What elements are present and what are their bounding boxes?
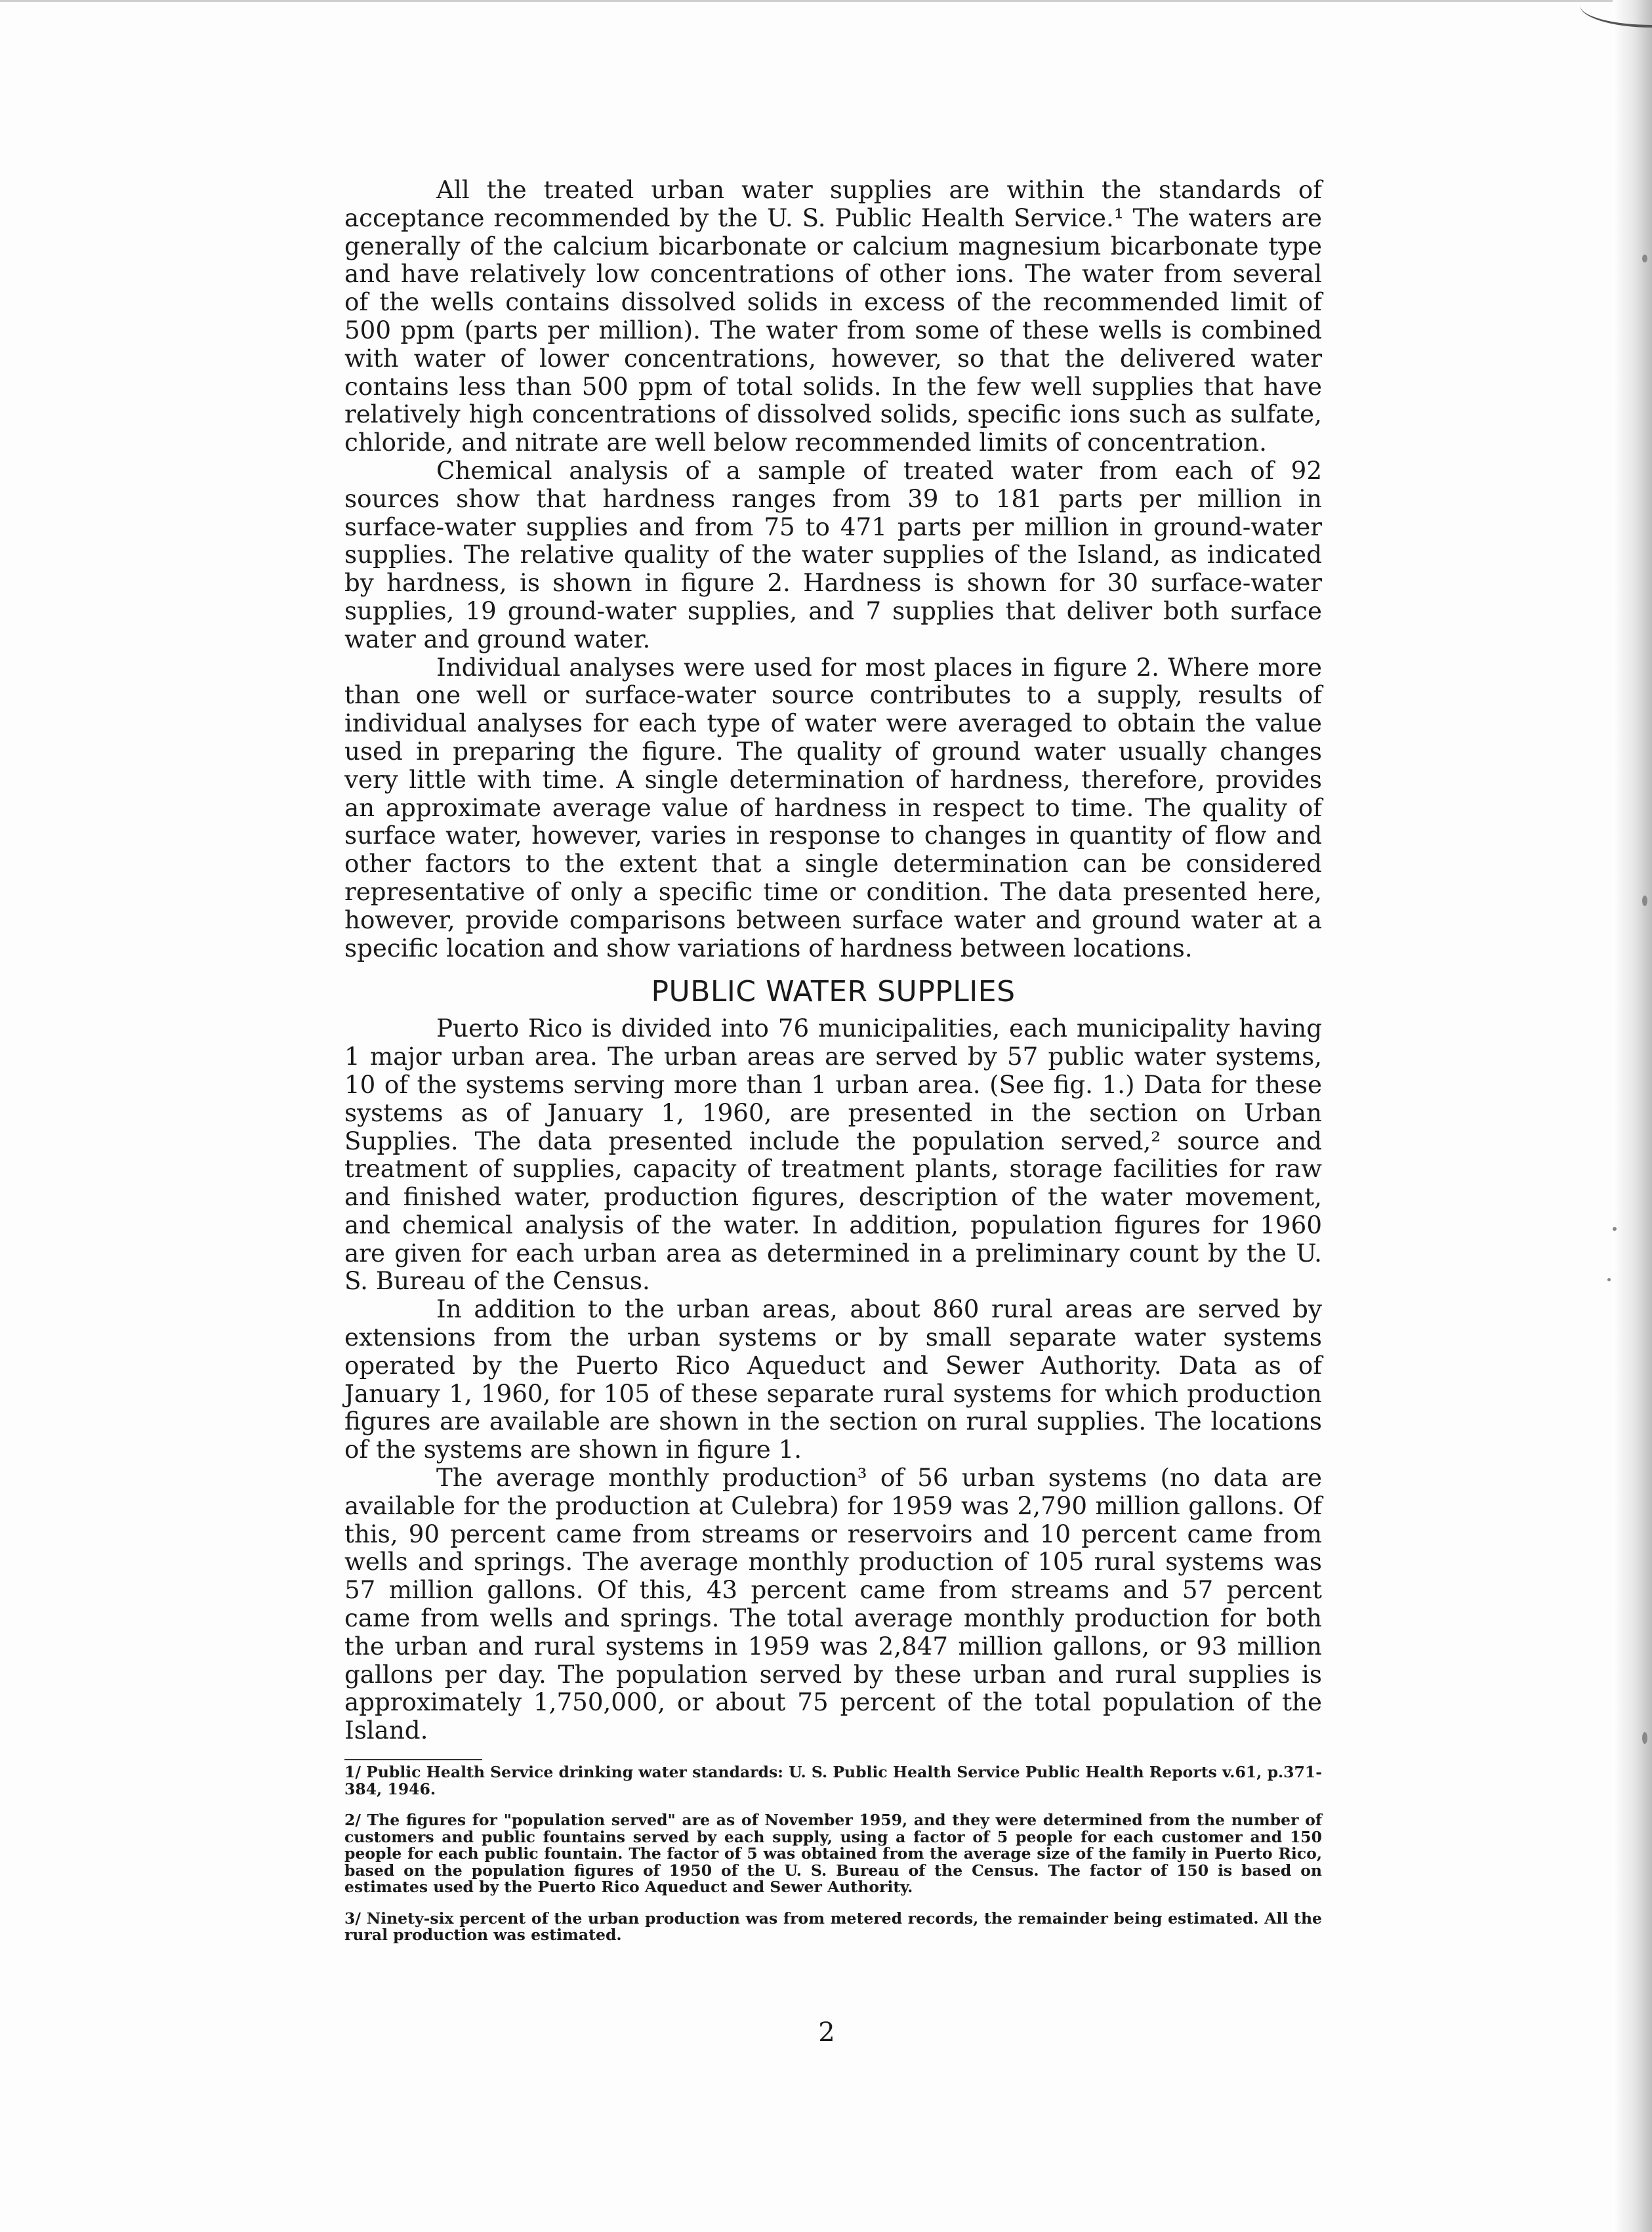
scan-speck: [1642, 896, 1647, 906]
scan-speck: [1642, 255, 1647, 262]
footnote: 2/ The figures for "population served" are as of November 1959, and they were determined from the number of customers and public fountains served by each supply, using a factor of 5 people for each customer and 150 people for each public fountain. The factor of 5 was obtained from the average size of the family in Puerto Rico, based on the population figures of 1950 of the U. S. Bureau of the Census. The factor of 150 is based on estimates used by the Puerto Rico Aqueduct and Sewer Authority.: [344, 1811, 1322, 1897]
scan-speck: [1613, 1227, 1617, 1231]
page-number: 2: [818, 2017, 835, 2048]
paragraph: Individual analyses were used for most places in figure 2. Where more than one well or surface-water source contributes to a supply, results of individual analyses for each type of water were averaged to obtain the value used in preparing the figure. The quality of ground water usually changes very little with time. A single determination of hardness, therefore, provides an approximate average value of hardness in respect to time. The quality of surface water, however, varies in response to changes in quantity of flow and other factors to the extent that a single determination can be considered representative of only a specific time or condition. The data presented here, however, provide comparisons between surface water and ground water at a specific location and show variations of hardness between locations.: [344, 652, 1322, 962]
footnote-divider: [344, 1759, 482, 1760]
paragraph: Puerto Rico is divided into 76 municipalities, each municipality having 1 major urban area. The urban areas are served by 57 public water systems, 10 of the systems serving more than 1 urban area. (See fig. 1.) Data for these systems as of January 1, 1960, are presented in the section on Urban Supplies. The data presented include the population served,² source and treatment of supplies, capacity of treatment plants, storage facilities for raw and finished water, production figures, description of the water movement, and chemical analysis of the water. In addition, population figures for 1960 are given for each urban area as determined in a preliminary count by the U. S. Bureau of the Census.: [344, 1014, 1322, 1296]
section-heading: PUBLIC WATER SUPPLIES: [651, 975, 1016, 1009]
scan-speck: [1642, 1732, 1647, 1744]
scan-top-edge: [0, 0, 1652, 2]
paragraph: In addition to the urban areas, about 860 rural areas are served by extensions from the urban systems or by small separate water systems operated by the Puerto Rico Aqueduct and Sewer Authority. Data as of January 1, 1960, for 105 of these separate rural systems for which production figures are available are shown in the section on rural supplies. The locations of the systems are shown in figure 1.: [344, 1294, 1322, 1464]
footnote: 3/ Ninety-six percent of the urban production was from metered records, the remainder being estimated. All the rural production was estimated.: [344, 1909, 1322, 1945]
paragraph: Chemical analysis of a sample of treated water from each of 92 sources show that hardness ranges from 39 to 181 parts per million in surface-water supplies and from 75 to 471 parts per million in ground-water supplies. The relative quality of the water supplies of the Island, as indicated by hardness, is shown in figure 2. Hardness is shown for 30 surface-water supplies, 19 ground-water supplies, and 7 supplies that deliver both surface water and ground water.: [344, 455, 1322, 653]
footnote: 1/ Public Health Service drinking water standards: U. S. Public Health Service Public Health Reports v.61, p.371-384, 1946.: [344, 1763, 1322, 1798]
footnotes: [344, 1759, 1322, 1944]
paragraph: The average monthly production³ of 56 urban systems (no data are available for the production at Culebra) for 1959 was 2,790 million gallons. Of this, 90 percent came from streams or reservoirs and 10 percent came from wells and springs. The average monthly production of 105 rural systems was 57 million gallons. Of this, 43 percent came from streams and 57 percent came from wells and springs. The total average monthly production for both the urban and rural systems in 1959 was 2,847 million gallons, or 93 million gallons per day. The population served by these urban and rural supplies is approximately 1,750,000, or about 75 percent of the total population of the Island.: [344, 1463, 1322, 1745]
main-text: [344, 176, 1322, 1958]
scan-speck: [1607, 1278, 1611, 1281]
paragraph: All the treated urban water supplies are within the standards of acceptance recommended by the U. S. Public Health Service.¹ The waters are generally of the calcium bicarbonate or calcium magnesium bicarbonate type and have relatively low concentrations of other ions. The water from several of the wells contains dissolved solids in excess of the recommended limit of 500 ppm (parts per million). The water from some of these wells is combined with water of lower concentrations, however, so that the delivered water contains less than 500 ppm of total solids. In the few well supplies that have relatively high concentrations of dissolved solids, specific ions such as sulfate, chloride, and nitrate are well below recommended limits of concentration.: [344, 175, 1322, 457]
scan-corner-curl: [1580, 5, 1652, 28]
scan-right-edge: [1613, 0, 1652, 2232]
